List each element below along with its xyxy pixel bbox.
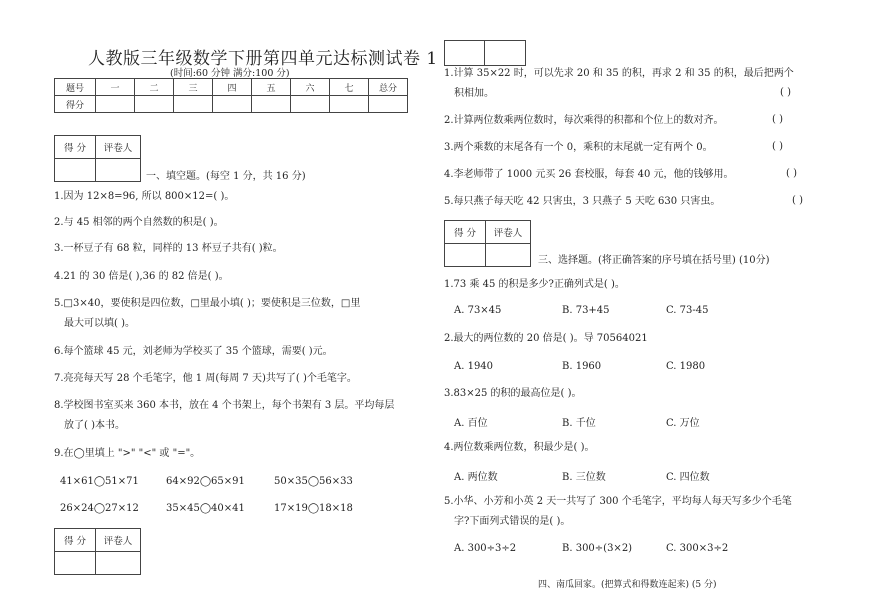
score-cell[interactable]: [369, 96, 408, 113]
judge-question-4: 4.李老师带了 1000 元买 26 套校服，每套 40 元，他的钱够用。: [444, 169, 734, 180]
compare-item: 41×61◯51×71: [60, 476, 139, 487]
compare-item: 64×92◯65×91: [166, 476, 245, 487]
choice-option-a[interactable]: A. 两位数: [454, 472, 498, 483]
score-cell[interactable]: [96, 96, 135, 113]
fill-question-6: 6.每个篮球 45 元，刘老师为学校买了 35 个篮球，需要( )元。: [54, 346, 333, 357]
score-header-cell: 总分: [369, 79, 408, 96]
choice-option-a[interactable]: A. 300÷3÷2: [454, 543, 517, 554]
score-header-cell: 五: [252, 79, 291, 96]
grader-score-label: 得 分: [445, 221, 486, 244]
judge-question-3: 3.两个乘数的末尾各有一个 0，乘积的末尾就一定有两个 0。: [444, 142, 713, 153]
choice-option-b[interactable]: B. 300÷(3×2): [562, 543, 633, 554]
score-cell[interactable]: [135, 96, 174, 113]
top-empty-box: [444, 40, 526, 66]
score-header-cell: 三: [174, 79, 213, 96]
grader-reviewer-cell[interactable]: [486, 244, 531, 267]
choice-option-a[interactable]: A. 百位: [454, 418, 488, 429]
score-header-cell: 四: [213, 79, 252, 96]
choice-question-4: 4.两位数乘两位数，积最少是( )。: [444, 442, 595, 453]
score-cell[interactable]: [330, 96, 369, 113]
choice-option-a[interactable]: A. 73×45: [454, 305, 502, 316]
choice-question-5: 5.小华、小芳和小英 2 天一共写了 300 个毛笔字，平均每人每天写多少个毛笔: [444, 496, 792, 507]
choice-option-c[interactable]: C. 300×3÷2: [666, 543, 729, 554]
section3-heading: 三、选择题。(将正确答案的序号填在括号里) (10分): [538, 255, 770, 266]
fill-question-7: 7.亮亮每天写 28 个毛笔字，他 1 周(每周 7 天)共写了( )个毛笔字。: [54, 373, 357, 384]
grader-score-label: 得 分: [55, 136, 96, 159]
choice-option-b[interactable]: B. 三位数: [562, 472, 606, 483]
grader-score-cell[interactable]: [55, 159, 96, 182]
score-header-cell: 七: [330, 79, 369, 96]
choice-question-5-cont: 字?下面列式错误的是( )。: [454, 516, 571, 527]
judge-question-1-cont: 积相加。: [454, 88, 494, 99]
section4-heading: 四、南瓜回家。(把算式和得数连起来) (5 分): [538, 580, 717, 590]
score-header-cell: 六: [291, 79, 330, 96]
score-table: [54, 78, 408, 113]
choice-option-b[interactable]: B. 73+45: [562, 305, 610, 316]
page-subtitle: (时间:60 分钟 满分:100 分): [170, 68, 290, 79]
fill-question-8: 8.学校图书室买来 360 本书，放在 4 个书架上，每个书架有 3 层。平均每层: [54, 400, 395, 411]
section1-heading: 一、填空题。(每空 1 分，共 16 分): [146, 171, 306, 182]
answer-bracket[interactable]: ( ): [772, 114, 783, 125]
score-cell[interactable]: [213, 96, 252, 113]
fill-question-2: 2.与 45 相邻的两个自然数的积是( )。: [54, 217, 224, 228]
fill-question-8-cont: 放了( )本书。: [64, 420, 125, 431]
choice-option-c[interactable]: C. 万位: [666, 418, 700, 429]
score-cell[interactable]: [174, 96, 213, 113]
choice-question-3: 3.83×25 的积的最高位是( )。: [444, 388, 582, 399]
judge-question-5: 5.每只燕子每天吃 42 只害虫，3 只燕子 5 天吃 630 只害虫。: [444, 196, 721, 207]
compare-item: 26×24◯27×12: [60, 503, 139, 514]
fill-question-4: 4.21 的 30 倍是( ),36 的 82 倍是( )。: [54, 271, 229, 282]
grader-score-cell[interactable]: [55, 552, 96, 575]
choice-option-b[interactable]: B. 千位: [562, 418, 596, 429]
grader-score-label: 得 分: [55, 529, 96, 552]
answer-bracket[interactable]: ( ): [780, 87, 791, 98]
fill-question-9: 9.在◯里填上 ">" "<" 或 "="。: [54, 448, 201, 459]
compare-item: 50×35◯56×33: [274, 476, 353, 487]
choice-option-c[interactable]: C. 1980: [666, 361, 706, 372]
grader-reviewer-label: 评卷人: [486, 221, 531, 244]
grader-score-cell[interactable]: [445, 244, 486, 267]
grader-reviewer-label: 评卷人: [96, 136, 141, 159]
score-header-cell: 题号: [55, 79, 96, 96]
fill-question-3: 3.一杯豆子有 68 粒，同样的 13 杯豆子共有( )粒。: [54, 243, 283, 254]
answer-bracket[interactable]: ( ): [772, 141, 783, 152]
page-title: 人教版三年级数学下册第四单元达标测试卷 1: [88, 49, 438, 69]
answer-bracket[interactable]: ( ): [786, 168, 797, 179]
judge-question-1: 1.计算 35×22 时，可以先求 20 和 35 的积，再求 2 和 35 的积，最后把两个: [444, 68, 794, 79]
judge-question-2: 2.计算两位数乘两位数时，每次乘得的积都和个位上的数对齐。: [444, 115, 724, 126]
grader-box: [54, 528, 141, 575]
choice-option-b[interactable]: B. 1960: [562, 361, 602, 372]
grader-box: [54, 135, 141, 182]
choice-option-c[interactable]: C. 四位数: [666, 472, 710, 483]
score-header-cell: 二: [135, 79, 174, 96]
grader-box: [444, 220, 531, 267]
fill-question-1: 1.因为 12×8=96, 所以 800×12=( )。: [54, 191, 235, 202]
compare-item: 35×45◯40×41: [166, 503, 245, 514]
score-header-cell: 一: [96, 79, 135, 96]
choice-option-c[interactable]: C. 73-45: [666, 305, 709, 316]
score-cell[interactable]: [291, 96, 330, 113]
fill-question-5-cont: 最大可以填( )。: [64, 318, 135, 329]
answer-bracket[interactable]: ( ): [792, 195, 803, 206]
choice-question-1: 1.73 乘 45 的积是多少?正确列式是( )。: [444, 279, 625, 290]
grader-reviewer-cell[interactable]: [96, 552, 141, 575]
compare-item: 17×19◯18×18: [274, 503, 353, 514]
grader-reviewer-label: 评卷人: [96, 529, 141, 552]
grader-reviewer-cell[interactable]: [96, 159, 141, 182]
score-row-label: 得分: [55, 96, 96, 113]
choice-option-a[interactable]: A. 1940: [454, 361, 494, 372]
fill-question-5: 5.□3×40，要使积是四位数，□里最小填( )；要使积是三位数，□里: [54, 298, 361, 309]
choice-question-2: 2.最大的两位数的 20 倍是( )。导 70564021: [444, 333, 648, 344]
score-cell[interactable]: [252, 96, 291, 113]
